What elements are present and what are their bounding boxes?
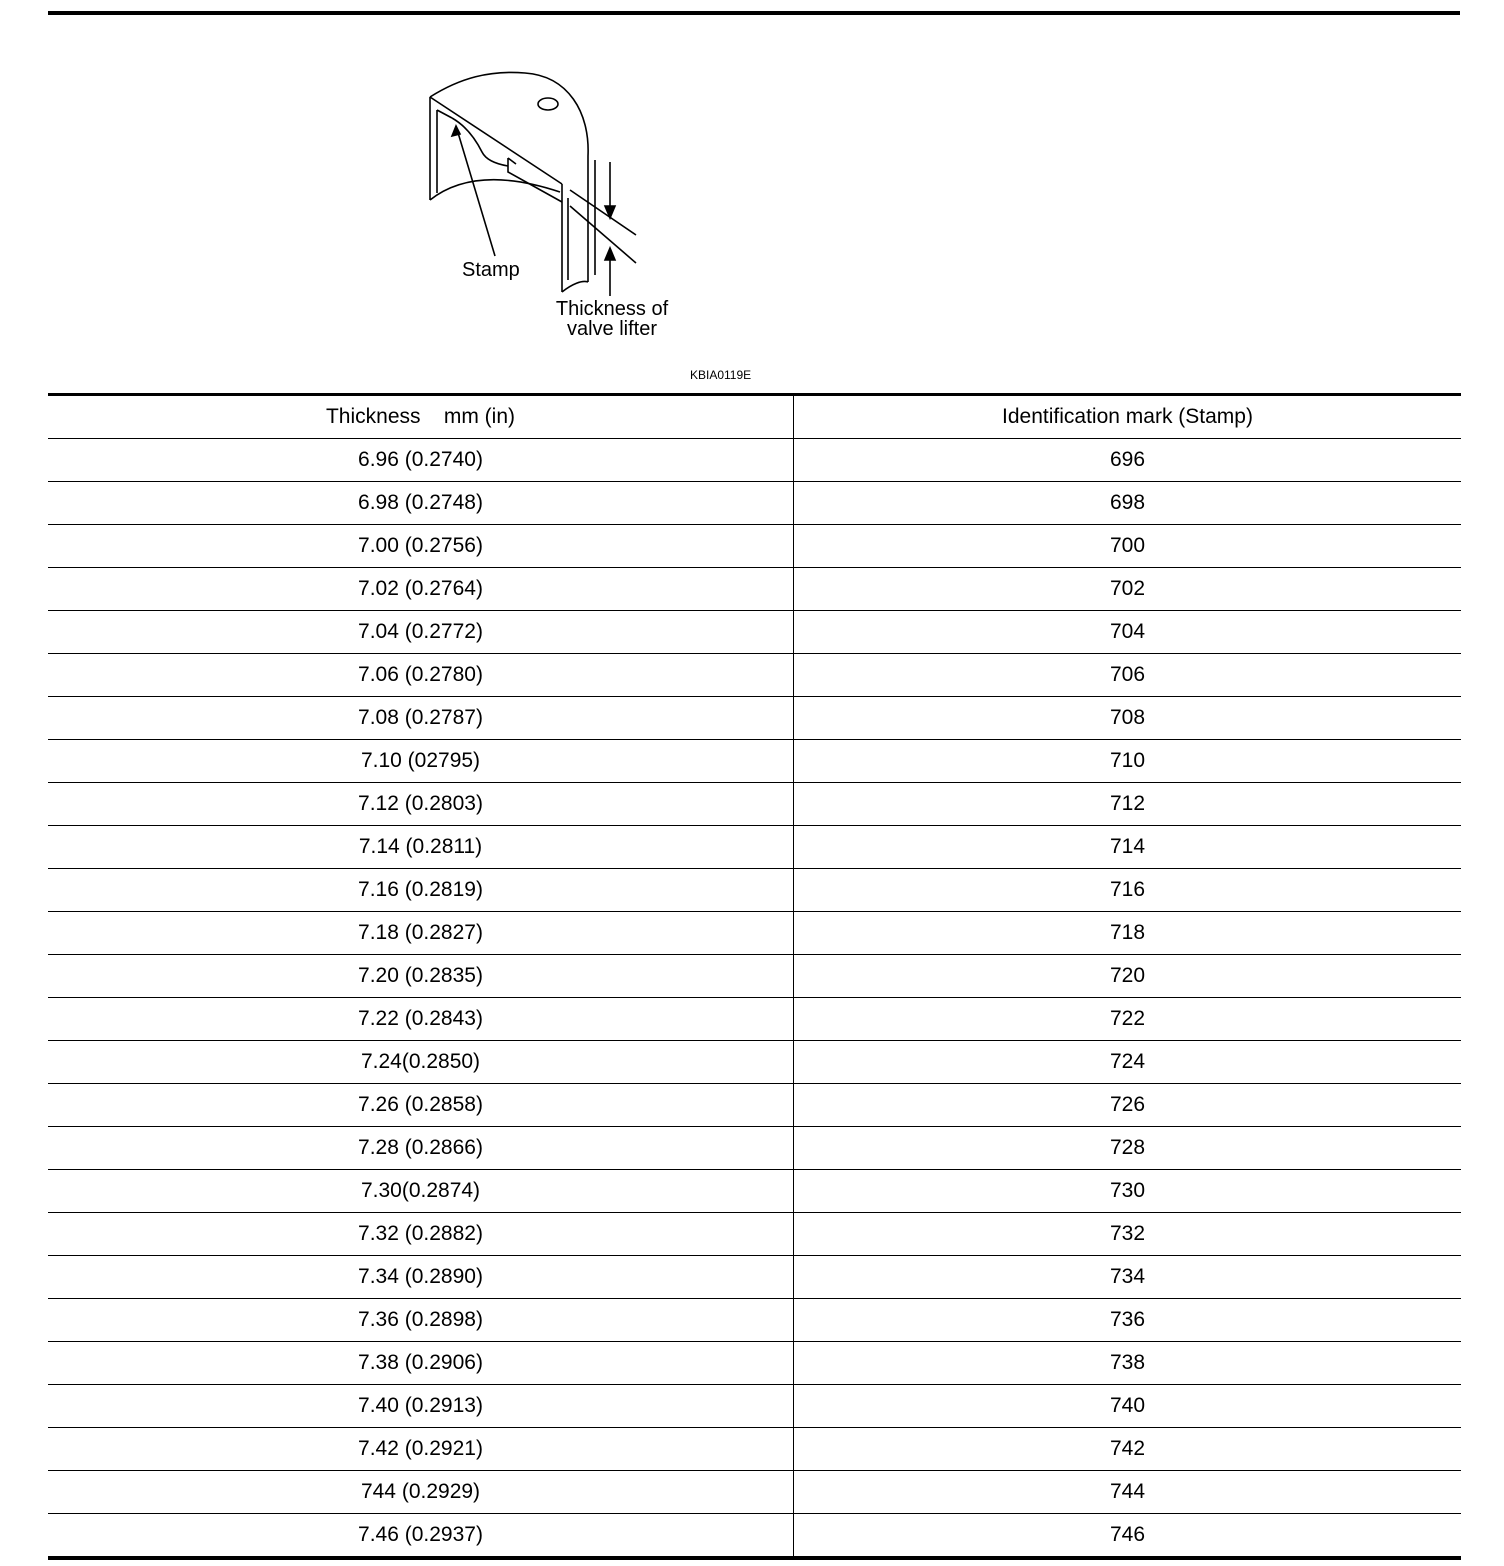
- thickness-cell: 7.18 (0.2827): [48, 912, 794, 955]
- stamp-cell: 730: [794, 1170, 1462, 1213]
- thickness-cell: 7.28 (0.2866): [48, 1127, 794, 1170]
- thickness-cell: 7.38 (0.2906): [48, 1342, 794, 1385]
- stamp-cell: 706: [794, 654, 1462, 697]
- table-row: [48, 1385, 1461, 1428]
- stamp-cell: 708: [794, 697, 1462, 740]
- stamp-cell: 726: [794, 1084, 1462, 1127]
- thickness-cell: 7.02 (0.2764): [48, 568, 794, 611]
- stamp-cell: 716: [794, 869, 1462, 912]
- table-row: [48, 740, 1461, 783]
- thickness-cell: 7.08 (0.2787): [48, 697, 794, 740]
- table-row: [48, 1213, 1461, 1256]
- stamp-cell: 700: [794, 525, 1462, 568]
- thickness-label-line1: Thickness of: [555, 298, 669, 320]
- table-row: [48, 1514, 1461, 1559]
- table-row: [48, 482, 1461, 525]
- table-row: [48, 439, 1461, 482]
- table-row: [48, 1342, 1461, 1385]
- thickness-cell: 6.96 (0.2740): [48, 439, 794, 482]
- thickness-cell: 6.98 (0.2748): [48, 482, 794, 525]
- table-row: [48, 869, 1461, 912]
- stamp-cell: 744: [794, 1471, 1462, 1514]
- table-row: [48, 1428, 1461, 1471]
- thickness-cell: 7.42 (0.2921): [48, 1428, 794, 1471]
- stamp-cell: 742: [794, 1428, 1462, 1471]
- table-row: [48, 1256, 1461, 1299]
- thickness-table: [48, 393, 1461, 1560]
- table-row: [48, 826, 1461, 869]
- table-row: [48, 1127, 1461, 1170]
- stamp-cell: 738: [794, 1342, 1462, 1385]
- thickness-cell: 7.12 (0.2803): [48, 783, 794, 826]
- table-row: [48, 912, 1461, 955]
- table-row: [48, 1299, 1461, 1342]
- thickness-cell: 7.06 (0.2780): [48, 654, 794, 697]
- stamp-label: Stamp: [462, 259, 520, 281]
- table-row: [48, 998, 1461, 1041]
- stamp-cell: 710: [794, 740, 1462, 783]
- thickness-cell: 7.00 (0.2756): [48, 525, 794, 568]
- stamp-cell: 714: [794, 826, 1462, 869]
- stamp-cell: 696: [794, 439, 1462, 482]
- thickness-cell: 7.40 (0.2913): [48, 1385, 794, 1428]
- stamp-cell: 720: [794, 955, 1462, 998]
- stamp-cell: 712: [794, 783, 1462, 826]
- stamp-cell: 698: [794, 482, 1462, 525]
- thickness-cell: 7.24(0.2850): [48, 1041, 794, 1084]
- thickness-cell: 7.22 (0.2843): [48, 998, 794, 1041]
- thickness-cell: 7.32 (0.2882): [48, 1213, 794, 1256]
- thickness-cell: 7.10 (02795): [48, 740, 794, 783]
- thickness-cell: 7.04 (0.2772): [48, 611, 794, 654]
- thickness-cell: 7.16 (0.2819): [48, 869, 794, 912]
- table-row: [48, 611, 1461, 654]
- stamp-cell: 734: [794, 1256, 1462, 1299]
- thickness-cell: 7.30(0.2874): [48, 1170, 794, 1213]
- thickness-cell: 7.20 (0.2835): [48, 955, 794, 998]
- stamp-cell: 746: [1109, 1523, 1146, 1546]
- table-row: [48, 654, 1461, 697]
- table-row: [48, 955, 1461, 998]
- thickness-cell: 7.14 (0.2811): [48, 826, 794, 869]
- table-row: [48, 1471, 1461, 1514]
- stamp-cell: 724: [794, 1041, 1462, 1084]
- stamp-cell: 736: [794, 1299, 1462, 1342]
- table-row: [48, 1084, 1461, 1127]
- stamp-cell: 728: [794, 1127, 1462, 1170]
- table-row: [48, 783, 1461, 826]
- stamp-cell: 704: [794, 611, 1462, 654]
- header-identification-mark: Identification mark (Stamp): [794, 395, 1462, 439]
- thickness-cell: 7.34 (0.2890): [48, 1256, 794, 1299]
- table-body: [48, 439, 1461, 1559]
- figure-code: KBIA0119E: [690, 368, 752, 382]
- valve-lifter-figure: [400, 60, 700, 360]
- stamp-cell: 732: [794, 1213, 1462, 1256]
- table-row: [48, 568, 1461, 611]
- table-row: [48, 1170, 1461, 1213]
- stamp-cell: 740: [794, 1385, 1462, 1428]
- table-header-row: [48, 395, 1461, 439]
- table-row: [48, 1041, 1461, 1084]
- table-row: [48, 525, 1461, 568]
- thickness-label: [550, 299, 674, 339]
- stamp-cell: 722: [794, 998, 1462, 1041]
- stamp-cell: 702: [794, 568, 1462, 611]
- table-row: [48, 697, 1461, 740]
- thickness-cell: 7.36 (0.2898): [48, 1299, 794, 1342]
- header-thickness: Thickness mm (in): [48, 395, 794, 439]
- thickness-cell: 7.26 (0.2858): [48, 1084, 794, 1127]
- thickness-cell: 7.46 (0.2937): [48, 1514, 794, 1559]
- thickness-label-line2: valve lifter: [566, 318, 658, 340]
- top-rule: [48, 11, 1460, 15]
- stamp-cell: 718: [794, 912, 1462, 955]
- thickness-cell: 744 (0.2929): [48, 1471, 794, 1514]
